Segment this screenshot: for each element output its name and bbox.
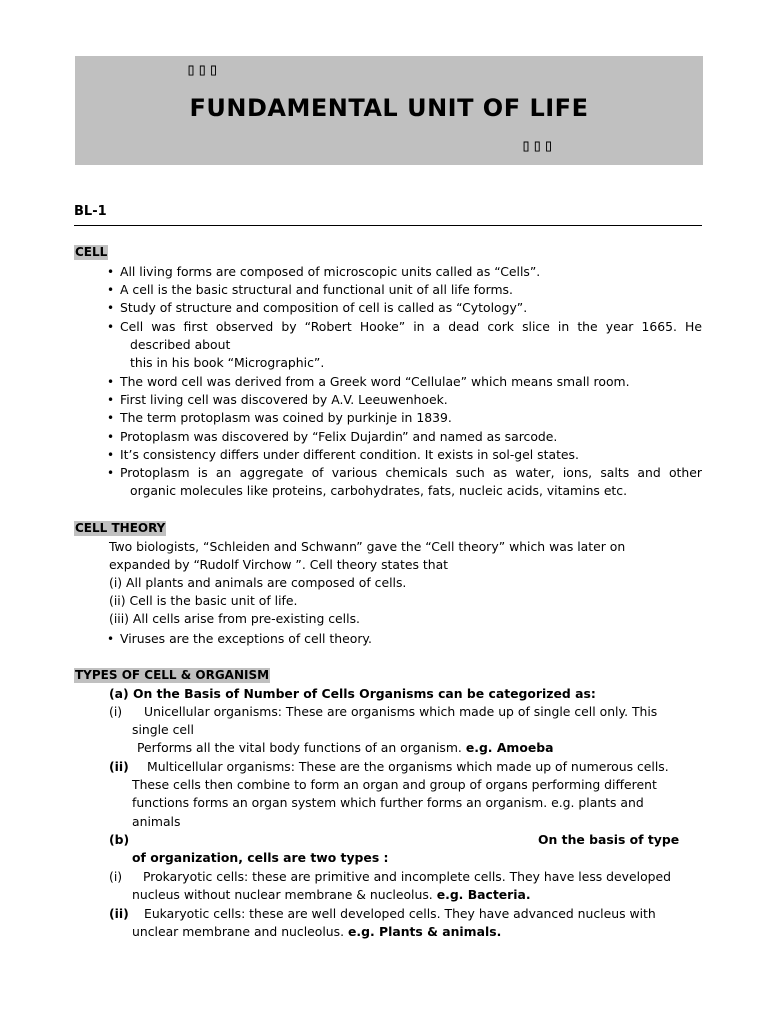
types-b-label: (b) bbox=[109, 832, 130, 847]
cell-point-2: A cell is the basic structural and functional unit of all life forms. bbox=[120, 282, 513, 297]
types-a-ii-line-2: These cells then combine to form an organ and group of organs performing different bbox=[132, 777, 657, 792]
types-a-i-example: e.g. Amoeba bbox=[465, 740, 554, 755]
types-b-heading-line-2: of organization, cells are two types : bbox=[132, 850, 389, 865]
bullet: • bbox=[107, 411, 115, 425]
types-a-heading: (a) On the Basis of Number of Cells Organisms can be categorized as: bbox=[109, 686, 596, 701]
heading-cell-theory: CELL THEORY bbox=[75, 521, 166, 535]
cell-point-4-line-3: this in his book “Micrographic”. bbox=[130, 355, 325, 370]
cell-point-1: All living forms are composed of microscopic units called as “Cells”. bbox=[120, 264, 541, 279]
types-a-ii-line-4: animals bbox=[132, 814, 181, 829]
types-a-i-line-3 bbox=[137, 739, 553, 757]
types-a-i-line-2: single cell bbox=[132, 722, 194, 737]
types-b-ii-line-2 bbox=[132, 923, 501, 941]
types-b-ii-line-1: Eukaryotic cells: these are well developed cells. They have advanced nucleus with bbox=[144, 906, 656, 921]
theory-paragraph-line-2: expanded by “Rudolf Virchow ”. Cell theory states that bbox=[109, 557, 449, 572]
types-a-ii-line-3: functions forms an organ system which further forms an organism. e.g. plants and bbox=[132, 795, 644, 810]
types-b-i-line-1: Prokaryotic cells: these are primitive and incomplete cells. They have less developed bbox=[143, 869, 671, 884]
bullet: • bbox=[107, 283, 115, 297]
types-a-i-line-1: Unicellular organisms: These are organisms which made up of single cell only. This bbox=[144, 704, 658, 719]
cell-point-6: First living cell was discovered by A.V. Leeuwenhoek. bbox=[120, 392, 448, 407]
types-a-ii-label: (ii) bbox=[109, 759, 129, 774]
placeholder-glyphs-bottom: ▯▯▯ bbox=[521, 136, 555, 156]
heading-cell: CELL bbox=[75, 245, 108, 259]
heading-types: TYPES OF CELL & ORGANISM bbox=[75, 668, 270, 682]
cell-point-8: Protoplasm was discovered by “Felix Dujardin” and named as sarcode. bbox=[120, 429, 558, 444]
theory-exception: Viruses are the exceptions of cell theory. bbox=[120, 631, 372, 646]
cell-point-9: It’s consistency differs under different condition. It exists in sol-gel states. bbox=[120, 447, 579, 462]
types-a-i-label: (i) bbox=[109, 704, 123, 719]
types-a-ii-line-1: Multicellular organisms: These are the organisms which made up of numerous cells. bbox=[147, 759, 669, 774]
divider bbox=[74, 225, 702, 226]
bullet: • bbox=[107, 632, 115, 646]
theory-item-1: (i) All plants and animals are composed of cells. bbox=[109, 575, 407, 590]
types-b-i-example: e.g. Bacteria. bbox=[436, 887, 531, 902]
placeholder-glyphs-top: ▯▯▯ bbox=[186, 60, 220, 80]
title-banner bbox=[75, 56, 703, 165]
cell-point-3: Study of structure and composition of cell is called as “Cytology”. bbox=[120, 300, 528, 315]
bullet: • bbox=[107, 320, 115, 334]
theory-paragraph-line-1: Two biologists, “Schleiden and Schwann” gave the “Cell theory” which was later on bbox=[109, 539, 626, 554]
theory-item-2: (ii) Cell is the basic unit of life. bbox=[109, 593, 298, 608]
types-b-i-label: (i) bbox=[109, 869, 123, 884]
cell-point-4-line-1: Cell was first observed by “Robert Hooke” in a dead cork slice in the year 1665. He bbox=[120, 319, 702, 334]
bullet: • bbox=[107, 430, 115, 444]
bullet: • bbox=[107, 375, 115, 389]
types-a-i-line-3-text: Performs all the vital body functions of an organism. bbox=[137, 740, 462, 755]
types-b-heading-line-1: On the basis of type bbox=[538, 832, 680, 847]
section-code: BL-1 bbox=[74, 204, 107, 219]
types-b-ii-label: (ii) bbox=[109, 906, 129, 921]
page-title: FUNDAMENTAL UNIT OF LIFE bbox=[189, 94, 589, 122]
bullet: • bbox=[107, 265, 115, 279]
bullet: • bbox=[107, 393, 115, 407]
cell-point-10-line-2: organic molecules like proteins, carbohydrates, fats, nucleic acids, vitamins etc. bbox=[130, 483, 628, 498]
types-b-i-line-2-text: nucleus without nuclear membrane & nucleolus. bbox=[132, 887, 433, 902]
bullet: • bbox=[107, 466, 115, 480]
cell-point-4-line-2: described about bbox=[130, 337, 231, 352]
theory-item-3: (iii) All cells arise from pre-existing cells. bbox=[109, 611, 360, 626]
cell-point-7: The term protoplasm was coined by purkinje in 1839. bbox=[120, 410, 452, 425]
bullet: • bbox=[107, 448, 115, 462]
cell-point-5: The word cell was derived from a Greek word “Cellulae” which means small room. bbox=[120, 374, 630, 389]
bullet: • bbox=[107, 301, 115, 315]
types-b-ii-example: e.g. Plants & animals. bbox=[348, 924, 502, 939]
types-b-i-line-2 bbox=[132, 886, 531, 904]
cell-point-10-line-1: Protoplasm is an aggregate of various chemicals such as water, ions, salts and other bbox=[120, 465, 702, 480]
types-b-ii-line-2-text: unclear membrane and nucleolus. bbox=[132, 924, 345, 939]
